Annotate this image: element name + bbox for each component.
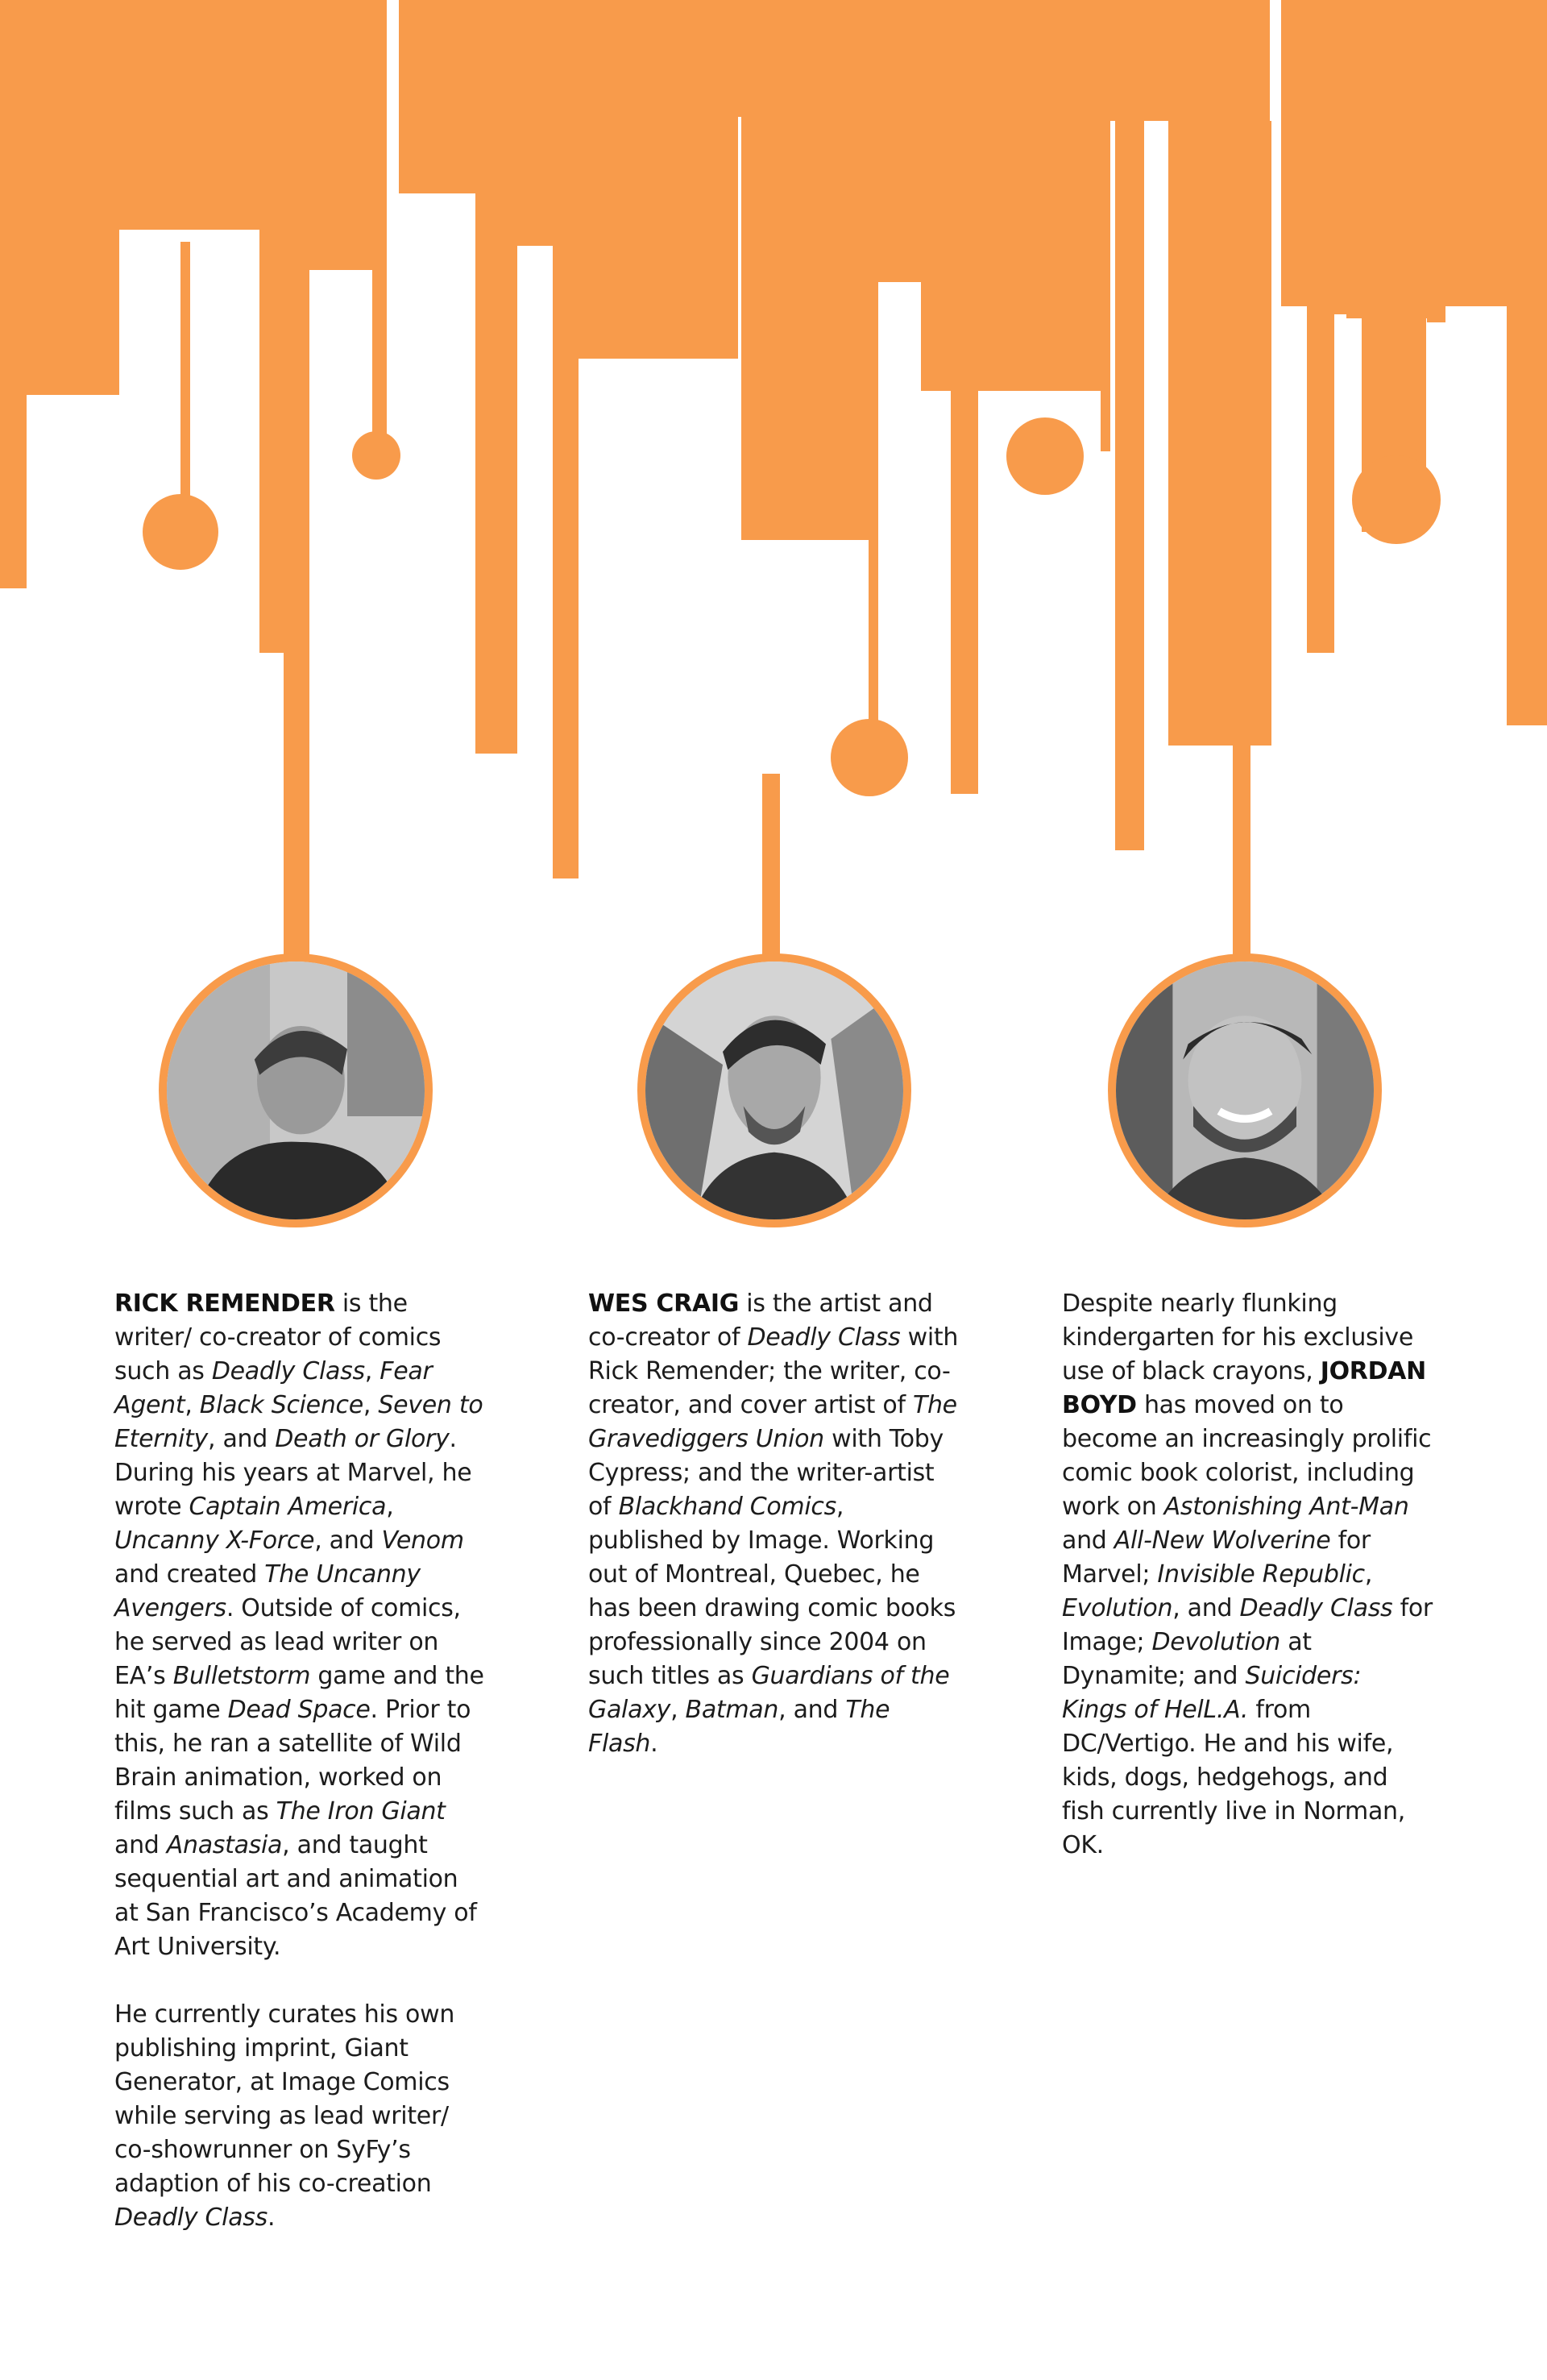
portrait-icon bbox=[167, 962, 425, 1219]
rick-remender-bio bbox=[114, 1287, 485, 2269]
bio-text: with Toby Cypress; and the writer-artist of bbox=[588, 1425, 944, 1521]
bio-text: , published by Image. Working out of Montreal, Quebec, he has been drawing comic books professionally since 2004 on such titles as bbox=[588, 1493, 956, 1690]
jordan-bio-paragraph bbox=[1062, 1287, 1433, 1863]
bio-text: , and taught sequential art and animation at San Francisco’s Academy of Art University. bbox=[114, 1831, 477, 1961]
bio-title: Guardians of the Galaxy bbox=[588, 1662, 950, 1724]
bio-text: is the writer/ co-creator of comics such as bbox=[114, 1290, 442, 1385]
bio-text: game and the hit game bbox=[114, 1662, 484, 1724]
bio-text: and created bbox=[114, 1560, 265, 1589]
bio-title: Deadly Class bbox=[1239, 1594, 1393, 1622]
bio-title: The Uncanny Avengers bbox=[114, 1560, 421, 1622]
bio-title: Blackhand Comics bbox=[618, 1493, 836, 1521]
bio-text: , bbox=[364, 1357, 380, 1385]
rick-bio-paragraph-2 bbox=[114, 1998, 485, 2235]
bio-text: at Dynamite; and bbox=[1062, 1628, 1312, 1690]
bio-title: Venom bbox=[381, 1526, 464, 1555]
portrait-icon bbox=[1116, 962, 1374, 1219]
bio-name: JORDAN BOYD bbox=[1062, 1357, 1426, 1419]
bio-title: Astonishing Ant-Man bbox=[1163, 1493, 1409, 1521]
bio-text: He currently curates his own publishing imprint, Giant Generator, at Image Comics while serving as lead writer/ co-showrunner on SyFy’s adaption of his co-creation bbox=[114, 2000, 455, 2198]
bio-text: from DC/Vertigo. He and his wife, kids, dogs, hedgehogs, and fish currently live in Norman, OK. bbox=[1062, 1696, 1405, 1859]
bio-text: . During his years at Marvel, he wrote bbox=[114, 1425, 472, 1521]
wes-craig-bio bbox=[588, 1287, 959, 1795]
bio-title: All-New Wolverine bbox=[1114, 1526, 1331, 1555]
bio-text: with Rick Remender; the writer, co-creator, and cover artist of bbox=[588, 1323, 959, 1419]
bio-title: Batman bbox=[685, 1696, 779, 1724]
bio-title: Deadly Class bbox=[747, 1323, 901, 1352]
bio-title: Suiciders: Kings of HelL.A. bbox=[1062, 1662, 1362, 1724]
bio-title: Devolution bbox=[1151, 1628, 1280, 1656]
bio-text: . bbox=[650, 1730, 658, 1758]
bio-title: Bulletstorm bbox=[172, 1662, 311, 1690]
bio-text: , and bbox=[207, 1425, 276, 1453]
bio-title: Evolution bbox=[1062, 1594, 1173, 1622]
bio-text: . Prior to this, he ran a satellite of Wild Brain animation, worked on films such as bbox=[114, 1696, 471, 1825]
bio-text: is the artist and co-creator of bbox=[588, 1290, 933, 1352]
bio-title: Deadly Class bbox=[211, 1357, 365, 1385]
bio-title: Captain America bbox=[189, 1493, 387, 1521]
bio-title: The Flash bbox=[588, 1696, 890, 1758]
wes-craig-photo bbox=[637, 953, 911, 1227]
bio-text: and bbox=[1062, 1526, 1114, 1555]
bio-text: , bbox=[1364, 1560, 1373, 1589]
bio-text: , bbox=[386, 1493, 394, 1521]
bio-text: . Outside of comics, he served as lead writer on EA’s bbox=[114, 1594, 461, 1690]
rick-remender-photo bbox=[159, 953, 433, 1227]
bio-title: The Gravediggers Union bbox=[588, 1391, 957, 1453]
rick-bio-paragraph-1 bbox=[114, 1287, 485, 1964]
bio-text: , and bbox=[778, 1696, 846, 1724]
bio-text: for Image; bbox=[1062, 1594, 1433, 1656]
bio-text: has moved on to become an increasingly prolific comic book colorist, including work on bbox=[1062, 1391, 1432, 1521]
bio-title: Invisible Republic bbox=[1157, 1560, 1365, 1589]
jordan-boyd-bio bbox=[1062, 1287, 1433, 1896]
bio-text: for Marvel; bbox=[1062, 1526, 1371, 1589]
portrait-icon bbox=[645, 962, 903, 1219]
bio-text: and bbox=[114, 1831, 167, 1859]
bio-title: Uncanny X-Force bbox=[114, 1526, 315, 1555]
wes-bio-paragraph bbox=[588, 1287, 959, 1761]
bio-name: RICK REMENDER bbox=[114, 1290, 335, 1318]
bio-text: , bbox=[363, 1391, 379, 1419]
bio-text: , and bbox=[314, 1526, 382, 1555]
bio-text: Despite nearly flunking kindergarten for his exclusive use of black crayons, bbox=[1062, 1290, 1414, 1385]
bio-name: WES CRAIG bbox=[588, 1290, 740, 1318]
bio-title: Dead Space bbox=[227, 1696, 371, 1724]
bio-title: Black Science bbox=[199, 1391, 363, 1419]
bio-text: , bbox=[670, 1696, 686, 1724]
bio-text: . bbox=[267, 2203, 276, 2232]
bio-title: Fear Agent bbox=[114, 1357, 433, 1419]
bio-title: The Iron Giant bbox=[276, 1797, 446, 1825]
bio-text: , bbox=[185, 1391, 200, 1419]
bio-title: Anastasia bbox=[166, 1831, 283, 1859]
jordan-boyd-photo bbox=[1108, 953, 1382, 1227]
bio-text: , and bbox=[1172, 1594, 1240, 1622]
bio-title: Deadly Class bbox=[114, 2203, 268, 2232]
bio-title: Seven to Eternity bbox=[114, 1391, 483, 1453]
bio-title: Death or Glory bbox=[275, 1425, 450, 1453]
